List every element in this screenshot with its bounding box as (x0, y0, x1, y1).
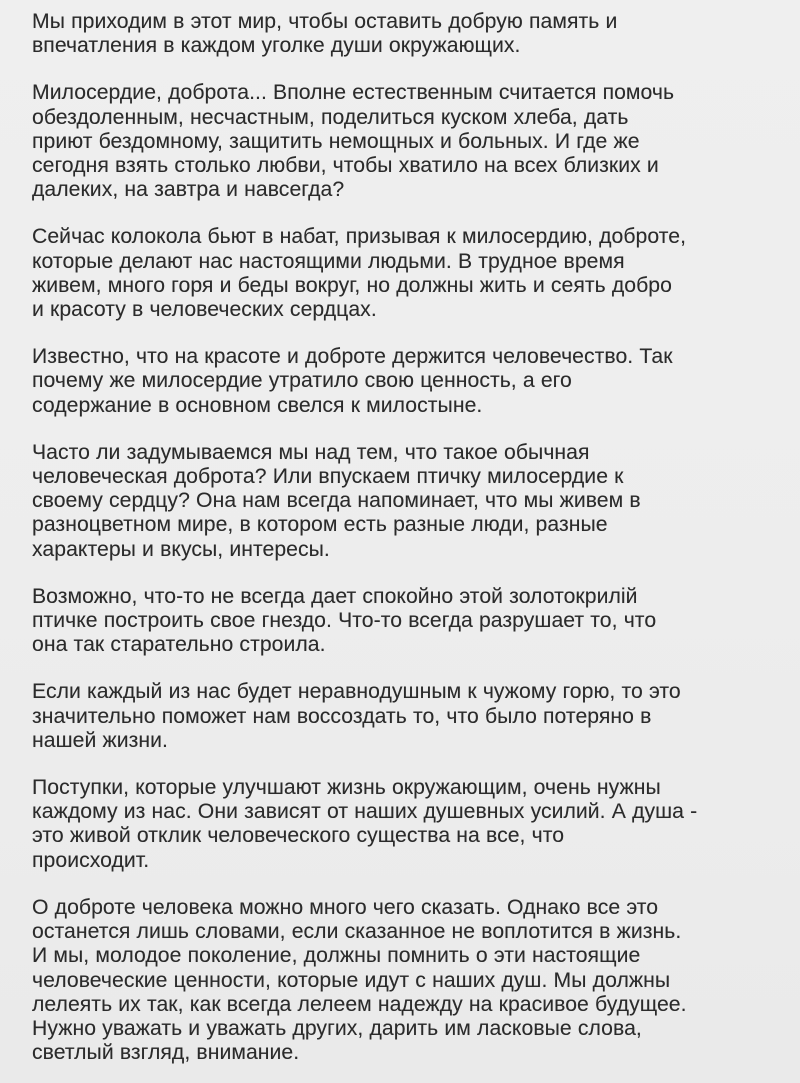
paragraph-9 (32, 896, 774, 1065)
text-line: светлый взгляд, внимание. (32, 1041, 300, 1065)
text-line: каждому из нас. Они зависят от наших душевных усилий. А душа - (32, 800, 698, 824)
text-line: сегодня взять столько любви, чтобы хватило на всех близких и (32, 154, 659, 178)
text-line: человеческие ценности, которые идут с наших душ. Мы должны (32, 968, 671, 992)
paragraph-1 (32, 10, 774, 58)
text-line: приют бездомному, защитить немощных и больных. И где же (32, 129, 640, 153)
text-line: И мы, молодое поколение, должны помнить о эти настоящие (32, 944, 641, 968)
text-line: содержание в основном свелся к милостыне. (32, 393, 483, 417)
text-line: Часто ли задумываемся мы над тем, что такое обычная (32, 440, 590, 464)
text-line: характеры и вкусы, интересы. (32, 537, 330, 561)
paragraph-6 (32, 585, 774, 658)
text-line: разноцветном мире, в котором есть разные люди, разные (32, 513, 608, 537)
text-line: и красоту в человеческих сердцах. (32, 298, 377, 322)
text-line: происходит. (32, 848, 150, 872)
text-line: впечатления в каждом уголке души окружающих. (32, 34, 521, 58)
text-line: обездоленным, несчастным, поделиться куском хлеба, дать (32, 105, 629, 129)
text-line: человеческая доброта? Или впускаем птичку милосердие к (32, 465, 624, 489)
text-line: лелеять их так, как всегда лелеем надежду на красивое будущее. (32, 992, 687, 1016)
text-line: почему же милосердие утратило свою ценность, а его (32, 369, 572, 393)
paragraph-4 (32, 345, 774, 418)
text-line: Если каждый из нас будет неравнодушным к чужому горю, то это (32, 680, 681, 704)
text-line: О доброте человека можно много чего сказать. Однако все это (32, 895, 659, 919)
text-line: своему сердцу? Она нам всегда напоминает, что мы живем в (32, 489, 641, 513)
paragraph-3 (32, 225, 774, 322)
text-line: она так старательно строила. (32, 633, 326, 657)
paragraph-5 (32, 441, 774, 562)
paragraph-2 (32, 81, 774, 202)
text-line: Возможно, что-то не всегда дает спокойно этой золотокрилій (32, 584, 638, 608)
text-line: Поступки, которые улучшают жизнь окружающим, очень нужны (32, 776, 661, 800)
text-line: которые делают нас настоящими людьми. В трудное время (32, 249, 625, 273)
text-line: нашей жизни. (32, 728, 168, 752)
paragraph-8 (32, 776, 774, 873)
text-line: Известно, что на красоте и доброте держится человечество. Так (32, 345, 673, 369)
text-line: Сейчас колокола бьют в набат, призывая к милосердию, доброте, (32, 225, 687, 249)
text-line: далеких, на завтра и навсегда? (32, 178, 345, 202)
text-line: Нужно уважать и уважать других, дарить им ласковые слова, (32, 1016, 642, 1040)
text-line: Мы приходим в этот мир, чтобы оставить добрую память и (32, 10, 618, 33)
paragraph-7 (32, 680, 774, 753)
text-line: останется лишь словами, если сказанное не воплотится в жизнь. (32, 920, 682, 944)
text-line: это живой отклик человеческого существа на все, что (32, 824, 565, 848)
text-line: Милосердие, доброта... Вполне естественным считается помочь (32, 81, 675, 105)
text-line: птичке построить свое гнездо. Что-то всегда разрушает то, что (32, 609, 657, 633)
text-line: живем, много горя и беды вокруг, но должны жить и сеять добро (32, 273, 672, 297)
text-line: значительно поможет нам воссоздать то, что было потеряно в (32, 704, 652, 728)
